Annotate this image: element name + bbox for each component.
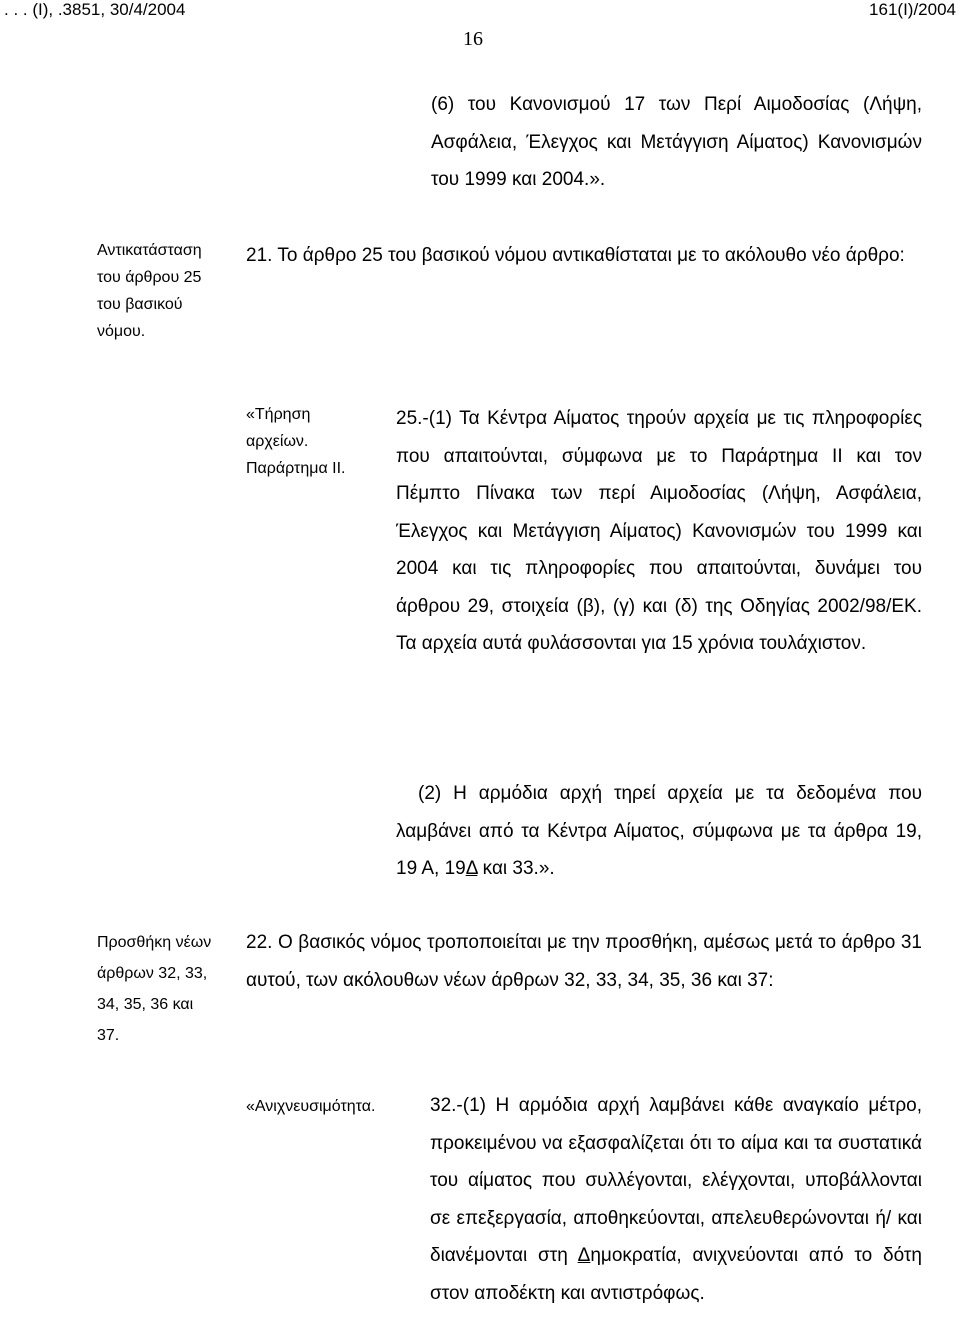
- margin-note-article-25: [246, 401, 376, 482]
- page-number: 16: [463, 28, 483, 50]
- margin-note-line: Προσθήκη νέων: [97, 934, 212, 951]
- running-header-left: . . . (Ι), .3851, 30/4/2004: [4, 0, 186, 19]
- margin-note-article-32: «Ανιχνευσιμότητα.: [246, 1098, 376, 1115]
- margin-note-line: 37.: [97, 1027, 120, 1044]
- underlined-letter: Δ: [465, 858, 478, 879]
- margin-note-line: αρχείων.: [246, 433, 309, 450]
- margin-note-line: Παράρτημα ΙΙ.: [246, 460, 346, 477]
- paragraph-text: ημοκρατία, ανιχνεύονται από το δότη στον αποδέκτη και αντιστρόφως.: [430, 1245, 922, 1304]
- paragraph-text: (2) Η αρμόδια αρχή τηρεί αρχεία με τα δεδομένα που λαμβάνει από τα Κέντρα Αίματος, σύμφωνα με τα άρθρα 19, 19 Α, 19: [396, 783, 922, 879]
- article-32-paragraph-1: [430, 1087, 922, 1312]
- article-25-paragraph-2: [396, 775, 922, 888]
- article-25-paragraph-1: 25.-(1) Τα Κέντρα Αίματος τηρούν αρχεία με τις πληροφορίες που απαιτούνται, σύμφωνα με το Παράρτημα ΙΙ και τον Πέμπτο Πίνακα των περί Αιμοδοσίας (Λήψη, Ασφάλεια, Έλεγχος και Μετάγγιση Αίματος) Κανονισμών του 1999 και 2004 και τις πληροφορίες που απαιτούνται, δυνάμει του άρθρου 29, στοιχεία (β), (γ) και (δ) της Οδηγίας 2002/98/ΕΚ. Τα αρχεία αυτά φυλάσσονται για 15 χρόνια τουλάχιστον.: [396, 408, 922, 654]
- margin-note-line: «Τήρηση: [246, 406, 311, 423]
- section-22-paragraph: 22. Ο βασικός νόμος τροποποιείται με την προσθήκη, αμέσως μετά το άρθρο 31 αυτού, των ακόλουθων νέων άρθρων 32, 33, 34, 35, 36 και 37:: [246, 932, 922, 991]
- margin-note-line: νόμου.: [97, 323, 146, 340]
- margin-note-line: του βασικού: [97, 296, 183, 313]
- margin-note-line: άρθρων 32, 33,: [97, 965, 208, 982]
- running-header-right: 161(Ι)/2004: [869, 0, 956, 19]
- margin-note-section-22: [97, 927, 237, 1051]
- margin-note-line: του άρθρου 25: [97, 269, 202, 286]
- paragraph-text: και 33.».: [477, 858, 555, 879]
- margin-note-line: 34, 35, 36 και: [97, 996, 194, 1013]
- section-21-paragraph: 21. Το άρθρο 25 του βασικού νόμου αντικαθίσταται με το ακόλουθο νέο άρθρο:: [246, 245, 905, 266]
- closing-reference-paragraph: (6) του Κανονισμού 17 των Περί Αιμοδοσίας (Λήψη, Ασφάλεια, Έλεγχος και Μετάγγιση Αίματος) Κανονισμών του 1999 και 2004.».: [431, 94, 922, 190]
- underlined-letter: Δ: [577, 1245, 591, 1266]
- margin-note-section-21: [97, 237, 237, 345]
- paragraph-text: 32.-(1) Η αρμόδια αρχή λαμβάνει κάθε αναγκαίο μέτρο, προκειμένου να εξασφαλίζεται ότι το αίμα και τα συστατικά του αίματος που συλλέγονται, ελέγχονται, υποβάλλονται σε επεξεργασία, αποθηκεύονται, απελευθερώνονται ή/ και διανέμονται στη: [430, 1095, 922, 1266]
- margin-note-line: Αντικατάσταση: [97, 242, 202, 259]
